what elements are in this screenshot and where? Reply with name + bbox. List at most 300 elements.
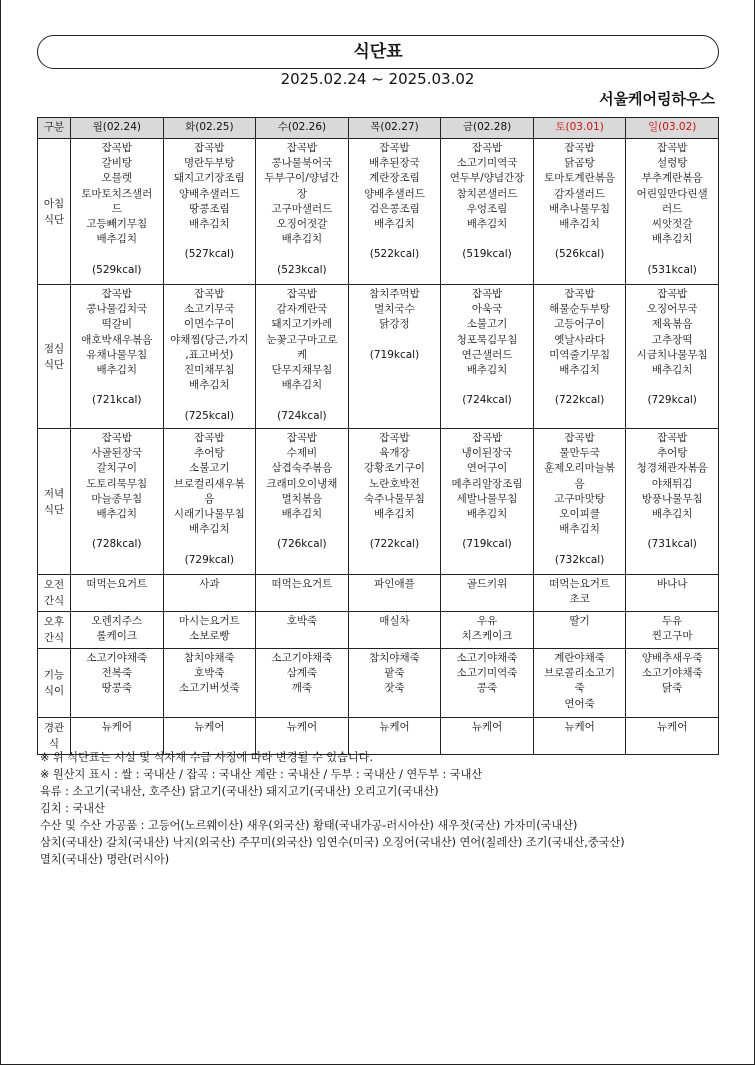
row-label-line: 점심 <box>43 342 65 355</box>
note-line: 삼치(국내산) 갈치(국내산) 낙지(외국산) 주꾸미(외국산) 임연수(미국) 오징어(국내산) 연어(칠레산) 조기(국내산,중국산) <box>40 836 625 849</box>
header-day: 일(03.02) <box>626 118 719 139</box>
menu-item <box>627 378 717 393</box>
menu-item: 돼지고기장조림 <box>173 172 245 185</box>
menu-item: 배추김치 <box>651 508 693 521</box>
note-line: 김치 : 국내산 <box>40 802 105 815</box>
meal-table <box>37 117 719 755</box>
menu-item: 고추장떡 <box>651 333 693 346</box>
menu-cell <box>533 575 626 612</box>
menu-item: 콩나물김치국 <box>86 303 148 316</box>
menu-item: 오징어젓갈 <box>276 218 328 231</box>
menu-item: 땅콩죽 <box>101 682 132 695</box>
menu-item <box>350 333 440 348</box>
menu-item: 잣죽 <box>384 682 405 695</box>
menu-item: 닭강정 <box>379 318 410 331</box>
table-row <box>38 612 719 649</box>
menu-item: 배추김치 <box>281 379 323 392</box>
menu-item: 배추김치 <box>559 364 600 377</box>
menu-cell <box>441 612 534 649</box>
menu-item: 전복죽 <box>101 667 132 680</box>
menu-cell <box>533 429 626 575</box>
menu-item <box>350 232 440 247</box>
menu-item: 콩죽 <box>476 682 498 695</box>
menu-item: 육개장 <box>379 447 410 460</box>
row-label <box>38 649 71 718</box>
menu-item: 잡곡밥 <box>471 432 503 444</box>
menu-item <box>165 537 255 552</box>
menu-item: 연어구이 <box>466 462 508 475</box>
menu-item: 계란야채죽 <box>554 652 605 664</box>
menu-item: 메추리알장조림 <box>451 477 523 490</box>
menu-item: 소불고기 <box>466 318 508 331</box>
header-day: 수(02.26) <box>256 118 349 139</box>
menu-item: 참치주먹밥 <box>369 288 420 300</box>
menu-item <box>627 522 717 537</box>
menu-item: 야채찜(당근,가지 <box>170 333 249 346</box>
menu-item: 배추김치 <box>96 233 138 246</box>
row-label-line: 오후 <box>43 616 65 628</box>
menu-item: 배추김치 <box>559 523 600 536</box>
calorie-value: (724kcal) <box>462 394 512 407</box>
menu-item: 뉴케어 <box>194 721 225 733</box>
menu-item: 떠먹는요거트 <box>86 578 148 590</box>
menu-cell <box>71 139 164 285</box>
menu-item: 추어탕 <box>656 447 688 460</box>
menu-item: 수제비 <box>286 447 318 460</box>
menu-item: 뉴케어 <box>379 721 410 733</box>
menu-item: 찐고구마 <box>651 630 693 643</box>
menu-cell <box>626 575 719 612</box>
menu-item: 진미채무침 <box>183 364 235 377</box>
menu-cell <box>441 429 534 575</box>
row-label <box>38 285 71 429</box>
menu-item <box>257 393 347 408</box>
table-body <box>38 139 719 755</box>
menu-cell <box>626 718 719 755</box>
menu-item: 노란호박전 <box>369 477 420 490</box>
menu-cell <box>441 139 534 285</box>
menu-item: 갈치구이 <box>96 462 138 475</box>
menu-cell <box>348 139 441 285</box>
menu-item: 마늘종무침 <box>91 492 143 505</box>
note-line: ※ 위 식단표는 시설 및 식자재 수급 사정에 따라 변경될 수 있습니다. <box>40 751 374 764</box>
menu-item: 배추김치 <box>466 218 508 231</box>
calorie-value: (729kcal) <box>184 553 235 566</box>
menu-item: 호박죽 <box>286 615 318 627</box>
menu-cell <box>163 649 256 718</box>
menu-item: 우엉조림 <box>466 202 508 215</box>
menu-item: 잡곡밥 <box>101 288 132 300</box>
menu-item: 양배추샐러드 <box>364 187 425 200</box>
menu-item: 고구마맛탕 <box>554 492 605 505</box>
calorie-value: (731kcal) <box>647 538 697 551</box>
menu-item: 참치야채죽 <box>183 652 235 664</box>
menu-item: 청포묵김무침 <box>456 333 518 346</box>
menu-item: 잡곡밥 <box>101 432 132 444</box>
menu-cell <box>348 649 441 718</box>
menu-item: 토마토계란볶음 <box>544 172 616 185</box>
menu-item: 소고기버섯죽 <box>178 682 240 695</box>
menu-item: 바나나 <box>656 578 688 590</box>
menu-cell <box>441 649 534 718</box>
menu-item: 감자계란국 <box>276 303 328 316</box>
row-label-line: 오전 <box>43 579 65 591</box>
menu-item: 배추김치 <box>559 218 600 231</box>
menu-cell <box>626 612 719 649</box>
header-day: 금(02.28) <box>441 118 534 139</box>
menu-item: 잡곡밥 <box>379 432 410 444</box>
menu-item: 고등어구이 <box>554 318 605 331</box>
menu-item: 도토리묵무침 <box>86 477 148 490</box>
menu-item: 고구마샐러드 <box>271 202 333 215</box>
calorie-value: (526kcal) <box>554 248 605 261</box>
calorie-value: (719kcal) <box>462 538 512 551</box>
row-label-line: 기능 <box>43 669 65 681</box>
menu-item: 배추김치 <box>651 364 693 377</box>
menu-cell <box>163 285 256 429</box>
menu-item: 훈제오리마늘볶 <box>544 462 616 475</box>
row-label-line: 아침 <box>43 197 65 210</box>
menu-item: 시래기나물무침 <box>173 508 245 521</box>
menu-item: 러드 <box>662 202 683 215</box>
menu-item: 잡곡밥 <box>656 432 688 444</box>
menu-item <box>72 378 162 393</box>
menu-item: 브로콜리소고기 <box>544 667 616 680</box>
menu-item: ,표고버섯) <box>185 348 234 361</box>
calorie-value: (519kcal) <box>462 248 512 261</box>
menu-item: 잡곡밥 <box>564 142 595 154</box>
menu-item: 뉴케어 <box>101 721 132 733</box>
menu-item: 애호박새우볶음 <box>81 333 153 346</box>
menu-item: 강황조기구이 <box>364 462 425 475</box>
menu-item: 소고기야채죽 <box>641 667 703 680</box>
menu-item <box>72 247 162 262</box>
calorie-value: (523kcal) <box>277 263 327 276</box>
menu-item: 배추김치 <box>281 233 323 246</box>
menu-item: 배추김치 <box>189 523 230 536</box>
menu-cell <box>71 285 164 429</box>
menu-item: 배추나물무침 <box>549 202 611 215</box>
table-row <box>38 139 719 285</box>
menu-item: 닭곰탕 <box>564 157 595 170</box>
header-day: 월(02.24) <box>71 118 164 139</box>
menu-item: 잡곡밥 <box>471 288 503 300</box>
row-label <box>38 575 71 612</box>
menu-cell <box>71 429 164 575</box>
row-label-line: 경관 <box>43 722 65 734</box>
table-row <box>38 285 719 429</box>
note-line: ※ 원산지 표시 : 쌀 : 국내산 / 잡곡 : 국내산 계란 : 국내산 / 두부 : 국내산 / 연두부 : 국내산 <box>40 768 483 781</box>
row-label-line: 저녁 <box>43 487 65 500</box>
menu-item: 배추된장국 <box>369 157 420 170</box>
menu-item <box>72 522 162 537</box>
menu-item: 사골된장국 <box>91 447 143 460</box>
menu-item: 연두부/양념간장 <box>449 172 525 185</box>
menu-cell <box>533 285 626 429</box>
menu-item: 닭죽 <box>662 682 683 695</box>
menu-item: 이면수구이 <box>183 318 235 331</box>
date-range: 2025.02.24 ~ 2025.03.02 <box>280 70 475 88</box>
menu-item <box>257 522 347 537</box>
menu-item: 잡곡밥 <box>286 288 318 300</box>
menu-item <box>165 232 255 247</box>
calorie-value: (726kcal) <box>277 538 327 551</box>
menu-item: 딸기 <box>569 615 590 627</box>
menu-cell <box>163 139 256 285</box>
header-day: 화(02.25) <box>163 118 256 139</box>
menu-cell <box>533 139 626 285</box>
menu-cell <box>163 612 256 649</box>
menu-item: 배추김치 <box>466 364 508 377</box>
table-row <box>38 649 719 718</box>
menu-item: 아욱국 <box>471 303 503 316</box>
menu-cell <box>348 612 441 649</box>
table-row <box>38 575 719 612</box>
menu-item: 떠먹는요거트 <box>549 578 611 590</box>
menu-item: 해물순두부탕 <box>549 303 611 316</box>
menu-item: 소고기미역죽 <box>456 667 518 680</box>
notes-section <box>40 749 625 868</box>
menu-item: 옛날사라다 <box>554 333 605 346</box>
menu-item: 호박죽 <box>194 667 225 680</box>
menu-item: 롤케이크 <box>96 630 138 643</box>
menu-item: 치즈케이크 <box>461 630 513 643</box>
menu-item: 배추김치 <box>189 218 230 231</box>
row-label-line: 식 <box>48 738 60 750</box>
calorie-value: (719kcal) <box>369 348 420 361</box>
menu-item: 오렌지주스 <box>91 615 143 627</box>
row-label-line: 간식 <box>43 595 65 607</box>
menu-item: 물만두국 <box>559 447 600 460</box>
menu-item: 잡곡밥 <box>379 142 410 154</box>
menu-item: 죽 <box>574 682 585 695</box>
menu-item: 소보로빵 <box>189 630 230 643</box>
menu-item: 배추김치 <box>651 233 693 246</box>
menu-item: 소고기무국 <box>183 303 235 316</box>
menu-item: 콩나물북어국 <box>271 157 333 170</box>
menu-item: 제육볶음 <box>651 318 693 331</box>
menu-cell <box>533 649 626 718</box>
menu-item <box>442 232 532 247</box>
menu-cell <box>626 285 719 429</box>
menu-item: 케 <box>296 348 307 361</box>
table-row <box>38 429 719 575</box>
menu-item: 뉴케어 <box>656 721 688 733</box>
menu-cell <box>626 649 719 718</box>
menu-item: 냉이된장국 <box>461 447 513 460</box>
menu-item: 초코 <box>569 593 590 606</box>
menu-item: 배추김치 <box>374 508 415 521</box>
menu-item: 소고기야채죽 <box>456 652 518 664</box>
menu-item: 검은콩조림 <box>369 202 420 215</box>
menu-item: 참치콘샐러드 <box>456 187 518 200</box>
menu-item: 추어탕 <box>194 447 225 460</box>
menu-cell <box>441 575 534 612</box>
menu-item: 참치야채죽 <box>369 652 420 664</box>
menu-item: 명란두부탕 <box>183 157 235 170</box>
menu-item: 잡곡밥 <box>194 288 225 300</box>
header-day: 토(03.01) <box>533 118 626 139</box>
menu-item: 씨앗젓갈 <box>651 218 693 231</box>
menu-item: 돼지고기카레 <box>271 318 333 331</box>
calorie-value: (732kcal) <box>554 553 605 566</box>
menu-cell <box>256 429 349 575</box>
calorie-value: (724kcal) <box>277 409 327 422</box>
menu-item: 고등빼기무침 <box>86 218 148 231</box>
menu-item: 어린잎만다린샐 <box>636 187 708 200</box>
menu-item <box>257 247 347 262</box>
menu-item: 잡곡밥 <box>656 142 688 154</box>
menu-item <box>627 247 717 262</box>
calorie-value: (522kcal) <box>369 248 420 261</box>
menu-item: 갈비탕 <box>101 157 132 170</box>
menu-item: 배추김치 <box>96 364 138 377</box>
menu-item <box>535 378 625 393</box>
menu-item <box>442 522 532 537</box>
menu-item: 배추김치 <box>374 218 415 231</box>
menu-item: 골드키위 <box>466 578 508 590</box>
menu-item: 시금치나물무침 <box>636 348 708 361</box>
calorie-value: (529kcal) <box>92 263 142 276</box>
calorie-value: (531kcal) <box>647 263 697 276</box>
menu-item: 두부구이/양념간 <box>264 172 340 185</box>
menu-item: 오이피클 <box>559 508 600 521</box>
menu-cell <box>163 575 256 612</box>
menu-item: 잡곡밥 <box>194 432 225 444</box>
menu-item: 잡곡밥 <box>564 288 595 300</box>
menu-item: 숙주나물무침 <box>364 492 425 505</box>
menu-cell <box>441 285 534 429</box>
calorie-value: (728kcal) <box>92 538 142 551</box>
menu-item: 오믈렛 <box>101 172 132 185</box>
calorie-value: (725kcal) <box>184 409 235 422</box>
menu-cell <box>256 575 349 612</box>
menu-item: 음 <box>574 477 585 490</box>
menu-item: 유채나물무침 <box>86 348 148 361</box>
menu-item: 뉴케어 <box>564 721 595 733</box>
menu-cell <box>348 575 441 612</box>
table-header-row <box>38 118 719 139</box>
menu-item: 미역줄기무침 <box>549 348 611 361</box>
menu-cell <box>71 612 164 649</box>
menu-item: 깨죽 <box>291 682 313 695</box>
menu-item: 방풍나물무침 <box>641 492 703 505</box>
menu-item: 부추계란볶음 <box>641 172 703 185</box>
menu-item: 연어죽 <box>564 697 595 710</box>
menu-item: 드 <box>111 202 122 215</box>
menu-cell <box>348 285 441 429</box>
row-label-line: 식단 <box>43 358 65 371</box>
menu-item: 팥죽 <box>384 667 405 680</box>
menu-item: 소고기미역국 <box>456 157 518 170</box>
menu-item <box>535 537 625 552</box>
calorie-value: (722kcal) <box>369 538 420 551</box>
menu-item: 계란장조림 <box>369 172 420 185</box>
menu-item <box>535 232 625 247</box>
menu-item: 배추김치 <box>281 508 323 521</box>
menu-item: 삼계죽 <box>286 667 318 680</box>
menu-item <box>165 393 255 408</box>
menu-item: 땅콩조림 <box>189 202 230 215</box>
menu-item: 떡갈비 <box>101 318 132 331</box>
menu-cell <box>71 575 164 612</box>
row-label <box>38 139 71 285</box>
menu-item: 소고기야채죽 <box>271 652 333 664</box>
row-label-line: 간식 <box>43 632 65 644</box>
note-line: 육류 : 소고기(국내산, 호주산) 닭고기(국내산) 돼지고기(국내산) 오리고기(국내산) <box>40 785 439 798</box>
menu-item: 우유 <box>476 615 498 627</box>
menu-item: 잡곡밥 <box>286 432 318 444</box>
menu-item: 잡곡밥 <box>656 288 688 300</box>
menu-item: 크래미오이냉채 <box>266 477 338 490</box>
menu-item: 잡곡밥 <box>564 432 595 444</box>
menu-item: 잡곡밥 <box>471 142 503 154</box>
menu-item: 배추김치 <box>189 379 230 392</box>
row-label-line: 식이 <box>43 685 65 697</box>
menu-item: 마시는요거트 <box>178 615 240 627</box>
page-title: 식단표 <box>37 35 719 69</box>
calorie-value: (722kcal) <box>554 394 605 407</box>
menu-item: 삼겹숙주볶음 <box>271 462 333 475</box>
menu-cell <box>71 649 164 718</box>
menu-cell <box>626 429 719 575</box>
menu-item: 떠먹는요거트 <box>271 578 333 590</box>
menu-cell <box>626 139 719 285</box>
menu-item: 멸치국수 <box>374 303 415 316</box>
menu-item: 사과 <box>199 578 220 590</box>
row-label <box>38 612 71 649</box>
row-label-line: 식단 <box>43 213 65 226</box>
menu-item: 토마토치즈샐러 <box>81 187 153 200</box>
menu-item: 오징어무국 <box>646 303 698 316</box>
menu-cell <box>256 649 349 718</box>
menu-item: 음 <box>204 492 215 505</box>
menu-item: 연근샐러드 <box>461 348 513 361</box>
menu-cell <box>348 429 441 575</box>
calorie-value: (527kcal) <box>184 248 235 261</box>
menu-item <box>442 378 532 393</box>
menu-cell <box>533 612 626 649</box>
menu-item: 단무지채무침 <box>271 364 333 377</box>
row-label <box>38 429 71 575</box>
menu-item: 두유 <box>662 615 683 627</box>
menu-item: 소불고기 <box>189 462 230 475</box>
menu-cell <box>256 612 349 649</box>
menu-item: 매실차 <box>379 615 410 627</box>
header-corner: 구분 <box>38 118 71 139</box>
menu-item: 양배추샐러드 <box>178 187 240 200</box>
menu-item: 멸치볶음 <box>281 492 323 505</box>
menu-item: 눈꽃고구마고로 <box>266 333 338 346</box>
header-day: 목(02.27) <box>348 118 441 139</box>
menu-item: 야채튀김 <box>651 477 693 490</box>
menu-item: 잡곡밥 <box>194 142 225 154</box>
menu-item: 설렁탕 <box>656 157 688 170</box>
menu-item: 감자샐러드 <box>554 187 605 200</box>
menu-item: 파인애플 <box>374 578 415 590</box>
menu-item: 장 <box>296 187 307 200</box>
organization-name: 서울케어링하우스 <box>599 90 715 108</box>
menu-cell <box>256 139 349 285</box>
menu-item: 뉴케어 <box>286 721 318 733</box>
note-line: 수산 및 수산 가공품 : 고등어(노르웨이산) 새우(외국산) 황태(국내가공-러시아산) 새우젓(국산) 가자미(국내산) <box>40 819 578 832</box>
calorie-value: (729kcal) <box>647 394 697 407</box>
menu-item: 소고기야채죽 <box>86 652 148 664</box>
calorie-value: (721kcal) <box>92 394 142 407</box>
menu-item: 잡곡밥 <box>286 142 318 154</box>
menu-item: 청경채관자볶음 <box>636 462 708 475</box>
row-label-line: 식단 <box>43 503 65 516</box>
